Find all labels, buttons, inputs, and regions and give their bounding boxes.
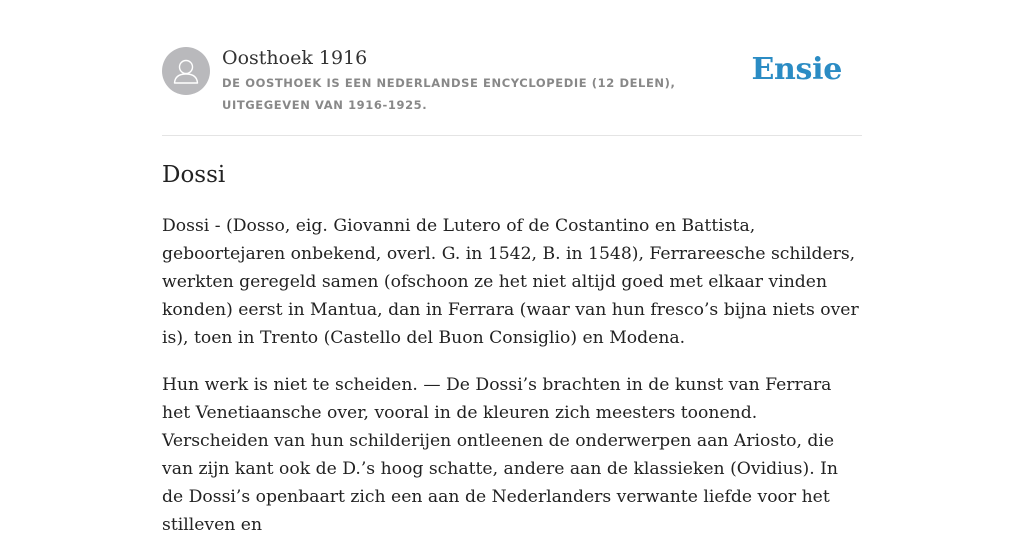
article-paragraph: Hun werk is niet te scheiden. — De Dossi’s brachten in de kunst van Ferrara het Venetiaansche over, vooral in de kleuren zich meesters toonend. Verscheiden van hun schilderijen ontleenen de onderwerpen aan Ariosto, die van zijn kant ook de D.’s hoog schatte, andere aan de klassieken (Ovidius). In de Dossi’s openbaart zich een aan de Nederlanders verwante liefde voor het stilleven en (162, 375, 838, 535)
source-title[interactable]: Oosthoek 1916 (222, 47, 368, 69)
article-title: Dossi (162, 162, 226, 188)
brand-logo[interactable]: Ensie (751, 52, 842, 87)
user-avatar-icon[interactable] (162, 47, 210, 95)
user-silhouette-icon (162, 47, 210, 95)
source-header (162, 46, 862, 136)
article-body (162, 212, 862, 558)
article-paragraph: Dossi - (Dosso, eig. Giovanni de Lutero of de Costantino en Battista, geboortejaren onbekend, overl. G. in 1542, B. in 1548), Ferrareesche schilders, werkten geregeld samen (ofschoon ze het niet altijd goed met elkaar vinden konden) eerst in Mantua, dan in Ferrara (waar van hun fresco’s bijna niets over is), toen in Trento (Castello del Buon Consiglio) en Modena. (162, 216, 859, 348)
source-description: DE OOSTHOEK IS EEN NEDERLANDSE ENCYCLOPEDIE (12 DELEN), UITGEGEVEN VAN 1916-1925. (222, 76, 676, 112)
header-divider (162, 135, 862, 136)
